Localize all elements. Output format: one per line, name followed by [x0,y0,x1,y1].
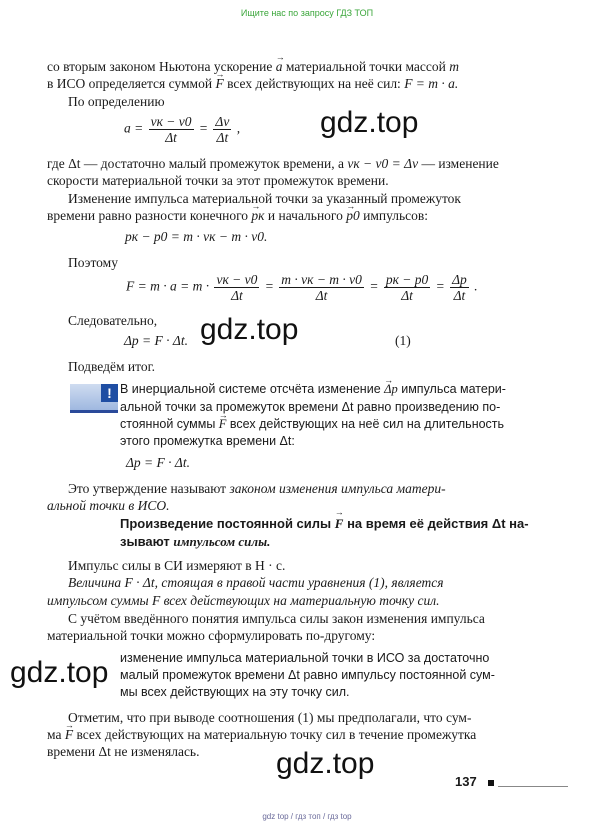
rule-text-line: В инерциальной системе отсчёта изменение → Δp импульса матери- [120,381,506,398]
text-line: альной точки в ИСО. [47,498,170,513]
formula-momentum-diff: pк − p0 = m · vк − m · v0. [125,229,268,244]
formula-acceleration: a = $\frac{vк - v0}{\Delta t}$ = $\frac{\Delta v}{\Delta t}$ , [124,114,241,145]
top-banner: Ищите нас по запросу ГДЗ ТОП [240,8,374,18]
impulse-definition-line: Произведение постоянной силы → F на время её действия Δt на- [120,516,529,532]
page-marker-square [488,780,494,786]
text-line: где Δt — достаточно малый промежуток времени, а vк − v0 = Δv — изменение [47,156,499,171]
watermark: gdz.top [320,106,419,139]
text-line: со вторым законом Ньютона ускорение → a материальной точки массой m [47,58,459,75]
page-number: 137 [455,774,477,789]
formula-1: Δp = F · Δt. [124,333,188,348]
watermark: gdz.top [276,747,375,780]
equation-number: (1) [395,333,411,348]
rule-text-line: малый промежуток времени Δt равно импульсу постоянной сум- [120,668,495,682]
impulse-definition-line: зывают импульсом силы. [120,534,271,549]
text-line: Подведём итог. [68,359,155,374]
rule-text-line: мы всех действующих на эту точку сил. [120,685,350,699]
watermark: gdz.top [200,313,299,346]
text-line: времени равно разности конечного → pк и начального → p0 импульсов: [47,207,428,224]
text-line: Поэтому [68,255,118,270]
watermark: gdz.top [10,656,109,689]
text-line: Импульс силы в СИ измеряют в Н · с. [68,558,286,573]
rule-text-line: альной точки за промежуток времени Δt равно произведению по- [120,400,501,414]
text-line: материальной точки можно сформулировать по-другому: [47,628,376,643]
formula-force-derivation: F = m · a = m · $\frac{vк - v0}{\Delta t}$ = $\frac{m \cdot vк - m \cdot v0}{\Delta t}$ = $\frac{pк - p0}{\Delta t}$ = $\frac{\Delta p}{\Delta t}$ . [126,272,478,303]
text-line: По определению [68,94,165,109]
text-line: Это утверждение называют законом изменения импульса матери- [68,481,446,496]
footer-link[interactable]: gdz top / гдз топ / гдз top [262,812,352,821]
rule-text-line: стоянной суммы → F всех действующих на неё сил на длительность [120,416,504,433]
text-line: времени Δt не изменялась. [47,744,200,759]
text-line: Величина F · Δt, стоящая в правой части уравнения (1), является [68,575,444,590]
text-line: в ИСО определяется суммой → F всех действующих на неё сил: F = m · a. [47,75,458,92]
text-line: Отметим, что при выводе соотношения (1) мы предполагали, что сум- [68,710,472,725]
text-line: Изменение импульса материальной точки за указанный промежуток [68,191,461,206]
rule-text-line: этого промежутка времени Δt: [120,434,295,448]
rule-text-line: изменение импульса материальной точки в ИСО за достаточно [120,651,490,665]
text-line: ма → F всех действующих на материальную точку сил в течение промежутка [47,726,476,743]
rule-formula: Δp = F · Δt. [126,455,190,470]
text-line: С учётом введённого понятия импульса силы закон изменения импульса [68,611,485,626]
page-rule [498,786,568,787]
exclamation-icon: ! [101,384,118,402]
text-line: импульсом суммы F всех действующих на материальную точку сил. [47,593,440,608]
text-line: скорости материальной точки за этот промежуток времени. [47,173,389,188]
text-line: Следовательно, [68,313,158,328]
